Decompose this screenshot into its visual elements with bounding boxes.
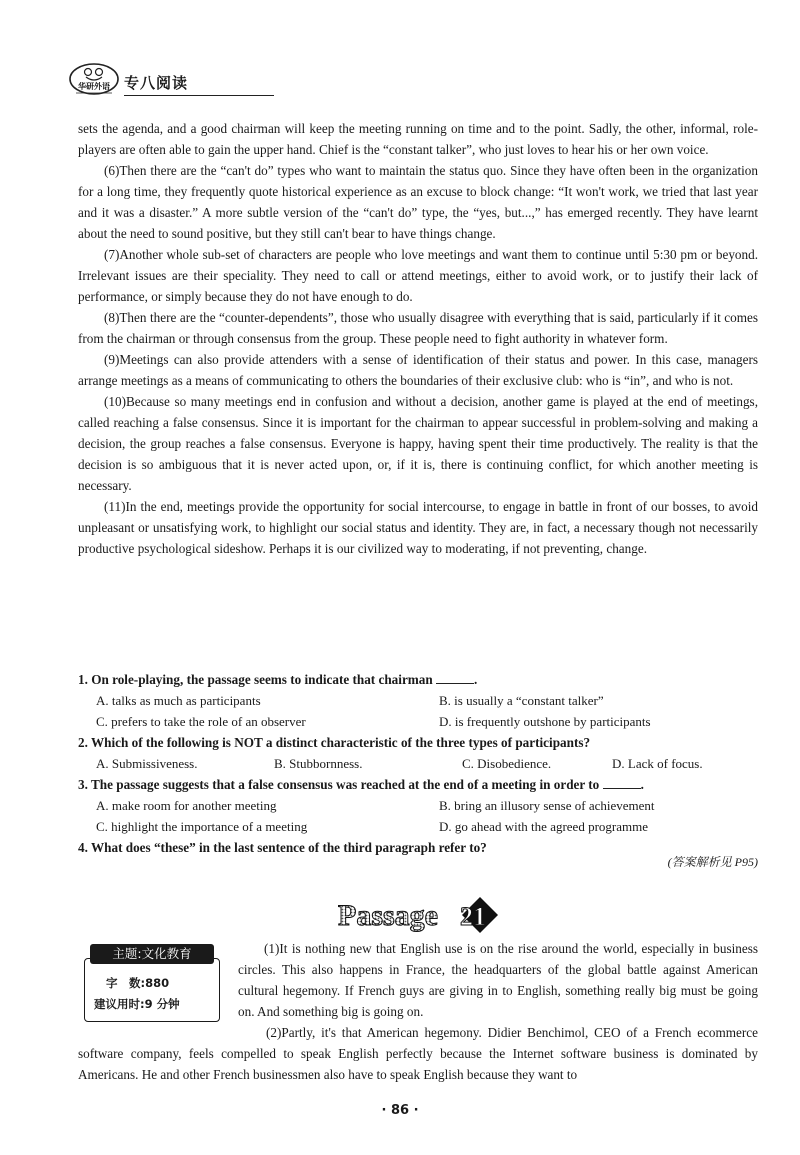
question-1: 1. On role-playing, the passage seems to indicate that chairman . xyxy=(78,672,478,687)
question-2-options xyxy=(78,753,758,774)
paragraph: (10)Because so many meetings end in confusion and without a decision, another game is played at the end of meetings, called reaching a false consensus. Since it is important for the chairman to appear successful in problem-solving and making a decision, the group reaches a false consensus. Everyone is happy, having spent their time productively. The reality is that the decision is so ambiguous that it is never acted upon, or, if it is, there is continuing conflict, for which another meeting is necessary. xyxy=(78,394,758,493)
theme-tag: 主题:文化教育 xyxy=(90,944,214,964)
paragraph: (8)Then there are the “counter-dependents”, those who usually disagree with everything that is said, particularly if it comes from the chairman or through consensus from the group. These people need to fight authority in whatever form. xyxy=(78,310,758,346)
option: A. talks as much as participants xyxy=(96,693,261,708)
passage-banner-label: Passage xyxy=(338,899,438,932)
paragraph: (11)In the end, meetings provide the opportunity for social intercourse, to engage in battle in front of our bosses, to avoid unpleasant or unsatisfying work, to highlight our social status and identity. They are, in fact, a necessary though not necessarily productive psychological sideshow. Perhaps it is our civilized way to moderating, if not preventing, change. xyxy=(78,499,758,556)
option: B. bring an illusory sense of achievement xyxy=(439,798,655,813)
word-count: 字 数:880 xyxy=(106,976,170,990)
publisher-logo-icon xyxy=(68,62,120,100)
theme-box xyxy=(82,944,222,1024)
question-4: 4. What does “these” in the last sentence of the third paragraph refer to? xyxy=(78,840,487,855)
question-3: 3. The passage suggests that a false consensus was reached at the end of a meeting in order to . xyxy=(78,777,644,792)
option: B. Stubbornness. xyxy=(274,756,363,771)
passage-body xyxy=(78,118,758,559)
page-number: · 86 · xyxy=(381,1103,419,1118)
passage-banner xyxy=(332,893,502,937)
option: B. is usually a “constant talker” xyxy=(439,693,604,708)
page-header xyxy=(68,62,208,102)
passage21-paragraph-2: (2)Partly, it's that American hegemony. Didier Benchimol, CEO of a French ecommerce software company, feels compelled to speak English perfectly because the Internet software business is dominated by Americans. He and other French businessmen also have to speak English because they want to xyxy=(78,1025,758,1082)
option: D. is frequently outshone by participants xyxy=(439,714,651,729)
paragraph: (9)Meetings can also provide attenders with a sense of identification of their status and power. In this case, managers arrange meetings as a means of communicating to others the boundaries of their exclusive club: who is “in”, and who is not. xyxy=(78,352,758,388)
answer-reference: (答案解析见 P95) xyxy=(667,855,758,869)
question-2: 2. Which of the following is NOT a distinct characteristic of the three types of participants? xyxy=(78,735,591,750)
paragraph: (6)Then there are the “can't do” types who want to maintain the status quo. Since they have often been in the organization for a long time, they frequently quote historical experience as an excuse to block change: “It won't work, we tried that last year and it was a disaster.” A more subtle version of the “can't do” type, the “yes, but...,” has emerged recently. They have learnt about the need to sound positive, but they still can't bear to have things change. xyxy=(78,163,758,241)
option: A. make room for another meeting xyxy=(96,798,277,813)
option: C. Disobedience. xyxy=(462,756,552,771)
option: A. Submissiveness. xyxy=(96,756,198,771)
svg-text:华研外语: 华研外语 xyxy=(78,82,110,91)
passage21-paragraph-1: (1)It is nothing new that English use is on the rise around the world, especially in business circles. This also happens in France, the headquarters of the global battle against American cultural hegemony. If French guys are giving in to English, something really big must be going on. And something big is going on. xyxy=(238,941,758,1019)
questions xyxy=(78,669,758,858)
question-3-options xyxy=(78,795,758,837)
paragraph: (7)Another whole sub-set of characters are people who love meetings and want them to continue until 5:30 pm or beyond. Irrelevant issues are their speciality. They need to call or attend meetings, either to avoid work, or to justify their lack of performance, or simply because they do not have enough to do. xyxy=(78,247,758,304)
header-rule xyxy=(124,95,274,96)
paragraph: sets the agenda, and a good chairman will keep the meeting running on time and to the point. Sadly, the other, informal, role-players are often able to gain the upper hand. Chief is the “constant talker”, who just loves to hear his or her own voice. xyxy=(78,121,758,157)
option: C. prefers to take the role of an observer xyxy=(96,714,306,729)
suggested-time: 建议用时:9 分钟 xyxy=(94,997,180,1011)
question-1-options xyxy=(78,690,758,732)
passage-number: 21 xyxy=(460,902,486,931)
option: D. Lack of focus. xyxy=(612,756,703,771)
header-title: 专八阅读 xyxy=(124,74,189,92)
answer-blank xyxy=(603,777,641,789)
option: C. highlight the importance of a meeting xyxy=(96,819,308,834)
option: D. go ahead with the agreed programme xyxy=(439,819,649,834)
answer-blank xyxy=(436,672,474,684)
